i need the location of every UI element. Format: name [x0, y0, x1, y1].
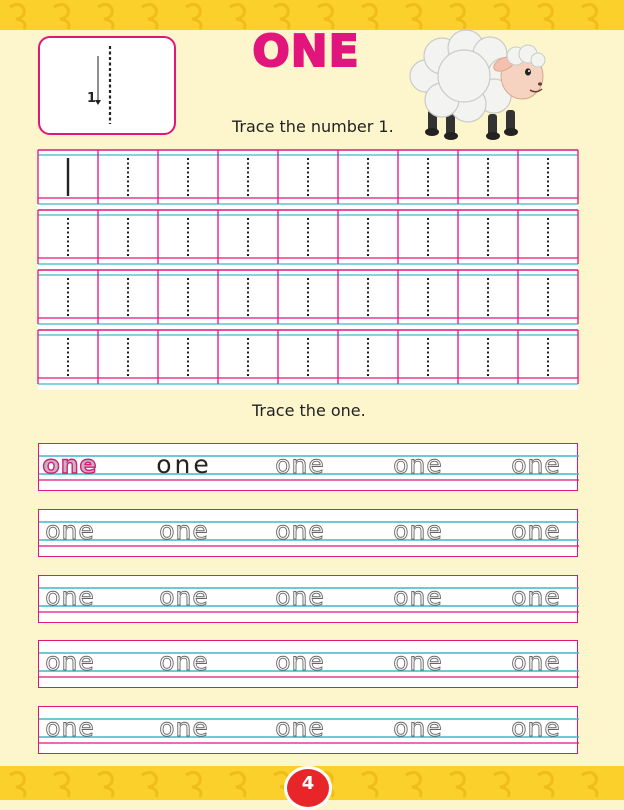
word-dotted: one — [511, 516, 561, 545]
word-dotted: one — [393, 647, 443, 676]
number-tracing-instruction: Trace the number 1. — [232, 117, 394, 136]
page-number: 4 — [301, 773, 315, 794]
word-tracing-row — [38, 706, 578, 754]
model-number-label: 1 — [87, 91, 97, 106]
band-digit-swirl — [142, 772, 157, 797]
word-tracing-row — [38, 640, 578, 688]
word-dotted: one — [275, 713, 325, 742]
band-digit-swirl — [450, 772, 465, 797]
word-tracing-row — [38, 443, 578, 491]
band-digit-swirl — [406, 772, 421, 797]
word-dotted: one — [45, 713, 95, 742]
word-dotted: one — [275, 450, 325, 479]
band-digit-swirl — [362, 772, 377, 797]
page-number-badge — [284, 766, 332, 810]
band-digit-swirl — [582, 772, 597, 797]
word-dotted: one — [159, 516, 209, 545]
band-digit-swirl — [98, 772, 113, 797]
word-dotted: one — [45, 516, 95, 545]
word-dotted: one — [275, 582, 325, 611]
band-digit-swirl — [186, 772, 201, 797]
band-digit-swirl — [230, 772, 245, 797]
word-dotted: one — [393, 450, 443, 479]
word-tracing-instruction: Trace the one. — [252, 401, 366, 420]
word-dotted: one — [159, 647, 209, 676]
band-digit-swirl — [538, 772, 553, 797]
band-digit-swirl — [494, 772, 509, 797]
word-tracing-row — [38, 575, 578, 623]
word-dotted: one — [393, 582, 443, 611]
page-title: ONE — [252, 26, 360, 77]
word-dotted: one — [393, 713, 443, 742]
word-dotted: one — [45, 582, 95, 611]
word-dotted: one — [511, 450, 561, 479]
word-tracing-row — [38, 509, 578, 557]
word-dotted: one — [511, 713, 561, 742]
band-digit-swirl — [10, 772, 25, 797]
word-dotted: one — [45, 647, 95, 676]
word-dotted: one — [511, 647, 561, 676]
band-digit-swirl — [54, 772, 69, 797]
word-model-solid: one — [156, 450, 212, 479]
word-dotted: one — [275, 516, 325, 545]
word-dotted: one — [159, 582, 209, 611]
word-dotted: one — [159, 713, 209, 742]
word-model-outline: one — [42, 450, 98, 479]
word-dotted: one — [393, 516, 443, 545]
number-tracing-grid — [0, 0, 624, 400]
word-dotted: one — [275, 647, 325, 676]
word-dotted: one — [511, 582, 561, 611]
